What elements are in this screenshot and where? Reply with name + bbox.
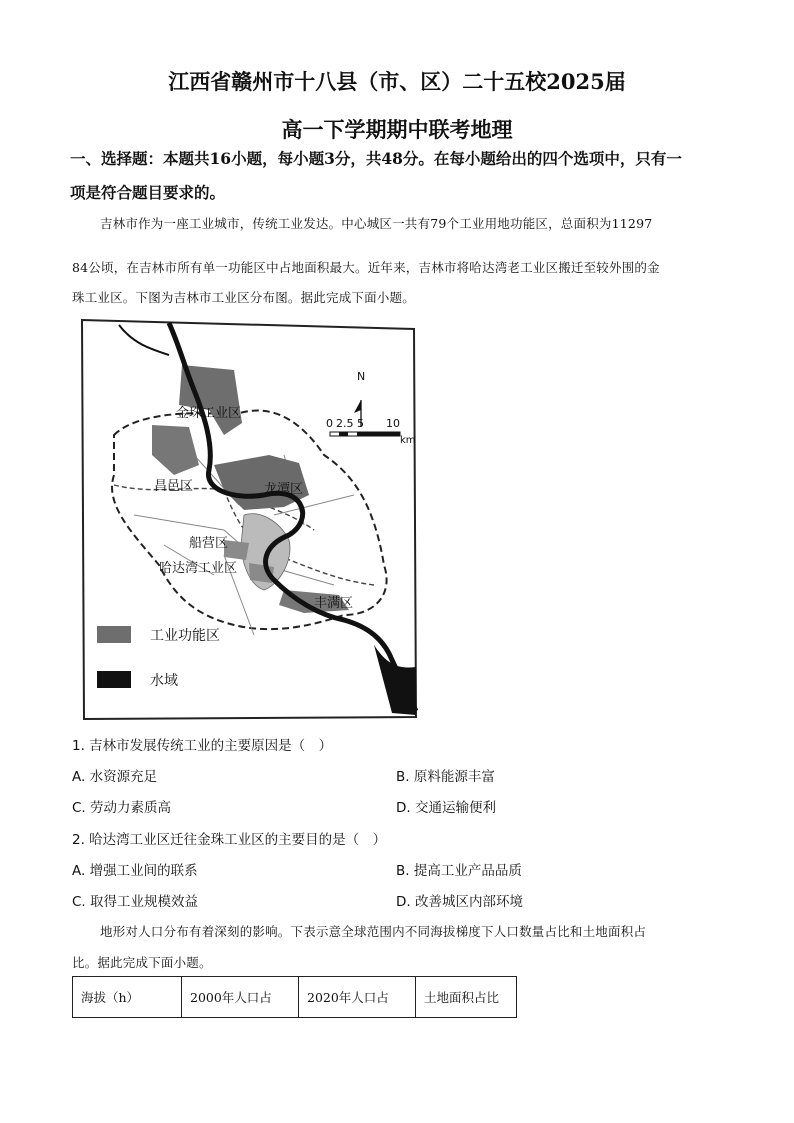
table-header-cell: 土地面积占比	[416, 977, 517, 1018]
intro1-line3: 珠工业区。下图为吉林市工业区分布图。据此完成下面小题。	[72, 290, 415, 305]
label-hadawan: 哈达湾工业区	[159, 561, 238, 576]
intro2-line1: 地形对人口分布有着深刻的影响。下表示意全球范围内不同海拔梯度下人口数量占比和土地面积占	[100, 924, 647, 939]
label-fengman: 丰满区	[314, 596, 354, 611]
intro1-line1: 吉林市作为一座工业城市，传统工业发达。中心城区一共有79个工业用地功能区，总面积为11297	[100, 216, 653, 231]
label-longtan: 龙潭区	[264, 482, 304, 497]
label-changyi: 昌邑区	[154, 479, 194, 494]
scale-unit: km	[400, 435, 416, 446]
scale-bar	[330, 432, 400, 436]
question-1-option-d: D. 交通运输便利	[396, 800, 496, 816]
exam-title-line1: 江西省赣州市十八县（市、区）二十五校2025届	[168, 69, 626, 94]
legend-swatch-water	[97, 671, 131, 688]
section-heading-line1: 一、选择题：本题共16小题，每小题3分，共48分。在每小题给出的四个选项中，只有一	[70, 149, 682, 168]
question-2-option-b: B. 提高工业产品品质	[396, 863, 522, 879]
scale-tick-5: 5	[357, 417, 364, 430]
question-1-stem: 1. 吉林市发展传统工业的主要原因是（ ）	[72, 738, 333, 754]
altitude-population-table	[72, 976, 517, 1018]
scale-tick-0: 0	[326, 417, 333, 430]
table-header-cell: 2020年人口占	[299, 977, 416, 1018]
question-2-option-d: D. 改善城区内部环境	[396, 894, 523, 910]
exam-title-line2: 高一下学期期中联考地理	[281, 117, 513, 142]
scale-tick-2-5: 2.5	[336, 417, 354, 430]
jilin-industrial-map	[74, 315, 424, 725]
label-chuanying: 船营区	[189, 536, 229, 551]
intro2-line2: 比。据此完成下面小题。	[72, 955, 212, 970]
label-jinzhu: 金珠工业区	[176, 406, 242, 421]
legend-label-water: 水域	[150, 673, 178, 689]
intro1-line2: 84公顷，在吉林市所有单一功能区中占地面积最大。近年来，吉林市将哈达湾老工业区搬迁至较外围的金	[72, 260, 660, 275]
question-2-option-c: C. 取得工业规模效益	[72, 894, 199, 910]
legend-label-industrial: 工业功能区	[150, 628, 220, 644]
table-header-cell: 2000年人口占	[182, 977, 299, 1018]
question-2-option-a: A. 增强工业间的联系	[72, 863, 198, 879]
question-1-option-b: B. 原料能源丰富	[396, 769, 495, 785]
question-1-option-c: C. 劳动力素质高	[72, 800, 172, 816]
legend-swatch-industrial	[97, 626, 131, 643]
question-2-stem: 2. 哈达湾工业区迁往金珠工业区的主要目的是（ ）	[72, 832, 387, 848]
question-1-option-a: A. 水资源充足	[72, 769, 158, 785]
section-heading-line2: 项是符合题目要求的。	[70, 183, 226, 202]
north-label: N	[357, 370, 366, 383]
table-header-cell: 海拔（h）	[73, 977, 182, 1018]
scale-tick-10: 10	[386, 417, 400, 430]
table-header-row	[73, 977, 517, 1018]
